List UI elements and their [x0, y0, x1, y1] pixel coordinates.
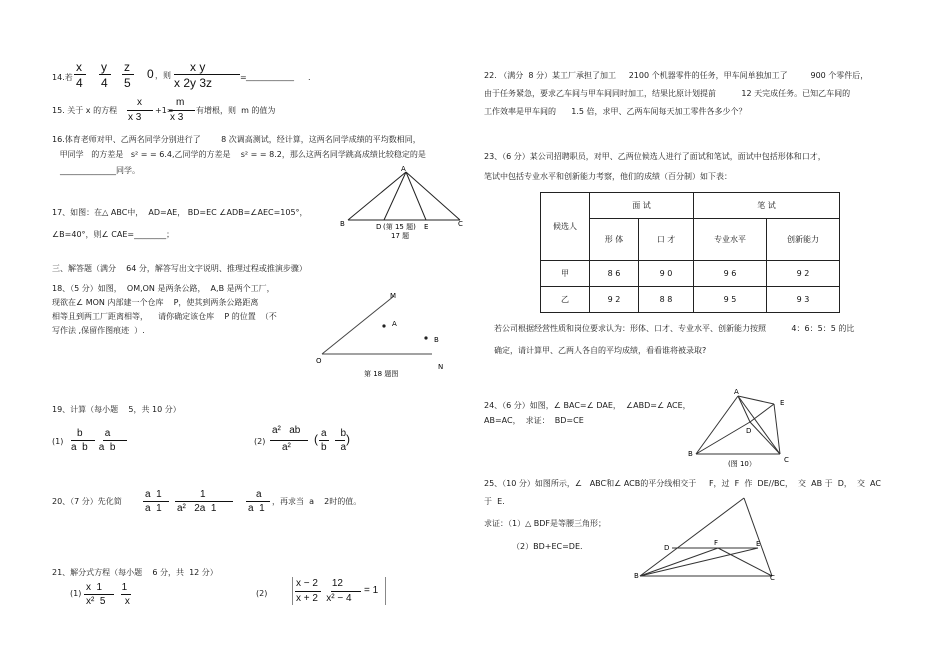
q25-figure — [632, 494, 784, 582]
q23-cell: 9 6 — [694, 261, 767, 287]
q18-label-o: O — [316, 357, 322, 365]
q21-part1-den: x² 5 x — [86, 596, 130, 607]
q23-header-appearance: 形 体 — [590, 219, 639, 261]
q24-label-b: B — [688, 450, 693, 458]
q18-angle-figure — [296, 286, 456, 390]
q17-label-d: D — [376, 223, 382, 231]
q15-prefix: 15. 关于 x 的方程 — [52, 106, 118, 115]
q21-part2-bar2 — [331, 591, 361, 592]
q24-line1: 24、（6 分）如图，∠ BAC=∠ DAE， ∠ABD=∠ ACE， — [484, 401, 691, 410]
q25-label-f: F — [714, 539, 719, 547]
q25-line1: 25、（10 分）如图所示，∠ ABC和∠ ACB的平分线相交于 F，过 F 作 DE//BC， 交 AB 于 D， 交 AC — [484, 479, 881, 488]
q18-line4: 写作法 ,保留作图痕迹 ）. — [52, 326, 145, 335]
q22-line2: 由于任务紧急，要求乙车间与甲车间同时加工，结果比原计划提前 12 天完成任务。已知乙车间的 — [484, 89, 851, 98]
q19-part2-rparen: ) — [346, 432, 350, 446]
q15-suffix: 有增根，则 m 的值为 — [196, 106, 276, 115]
q25-edge-ab — [640, 498, 744, 576]
q25-label-c: C — [770, 574, 775, 582]
q20-frac3-num: a — [256, 489, 262, 500]
q19-part2-bar2 — [319, 440, 329, 441]
q24-label-c: C — [784, 456, 789, 464]
q14-zero: 0 — [147, 67, 154, 81]
q19-part2-bar3 — [335, 440, 345, 441]
q25-edge-ac — [744, 498, 772, 576]
q19-part2-lparen: ( — [314, 432, 318, 446]
q14-frac1-den: 4 — [76, 76, 83, 90]
q17-caption1: (第 15 题) — [383, 223, 416, 231]
q20-frac2-den: a² 2a 1 — [177, 503, 217, 514]
table-row — [541, 261, 840, 287]
q18-caption: 第 18 题图 — [364, 370, 399, 378]
q23-cell: 8 8 — [639, 287, 694, 313]
q15-frac1-num: x — [137, 97, 142, 108]
q17-label-c: C — [458, 220, 463, 228]
q14-frac1-bar — [74, 74, 86, 75]
q23-line3: 若公司根据经营性质和岗位要求认为：形体、口才、专业水平、创新能力按照 4：6：5：5 的比 — [494, 324, 855, 333]
q23-cell: 9 2 — [767, 261, 840, 287]
q14-dot: . — [308, 73, 311, 82]
q18-line1: 18、（5 分）如图， OM,ON 是两条公路， A,B 是两个工厂， — [52, 284, 275, 293]
q18-line2: 现欲在∠ MON 内部建一个仓库 P，使其到两条公路距离 — [52, 298, 259, 307]
q23-line2: 笔试中包括专业水平和创新能力考察，他们的成绩（百分制）如下表： — [484, 172, 732, 181]
q17-label-e: E — [424, 223, 429, 231]
q17-edge-ab — [348, 172, 406, 220]
q23-score-table — [540, 192, 840, 313]
q19-part1-bar2 — [103, 440, 127, 441]
q19-part2-num1: a² ab — [272, 425, 301, 436]
q18-label-m: M — [390, 292, 397, 300]
q23-cell: 9 0 — [639, 261, 694, 287]
q25-line3: 求证：（1）△ BDF是等腰三角形； — [484, 519, 607, 528]
q20-frac1-bar — [143, 501, 169, 502]
q23-line1: 23、（6 分）某公司招聘职员，对甲、乙两位候选人进行了面试和笔试，面试中包括形体和口才， — [484, 152, 826, 161]
q17-line1: 17、如图：在△ ABC中， AD=AE， BD=EC ∠ADB=∠AEC=105°， — [52, 208, 308, 217]
q14-number: 14.若 — [52, 73, 73, 82]
q14-main-bar — [174, 74, 240, 75]
q21-part2-rhs: = 1 — [364, 585, 379, 596]
q18-label-n: N — [438, 363, 444, 371]
q20-frac3-den: a 1 — [248, 503, 265, 514]
q14-frac2-num: y — [101, 60, 107, 74]
q22-line3: 工作效率是甲车间的 1.5 倍，求甲、乙两车间每天加工零件各多少个？ — [484, 107, 747, 116]
q17-edge-ac — [406, 172, 460, 220]
q19-part2-den2: b a — [321, 442, 347, 453]
q17-edge-ad — [384, 172, 406, 220]
q19-part2-den1: a² — [282, 442, 291, 453]
q24-label-e: E — [780, 399, 785, 407]
q18-line3: 相等且到两工厂距离相等， 请你确定该仓库 P 的位置 （不 — [52, 312, 277, 321]
q17-triangle-figure — [336, 160, 472, 244]
q21-part1-bar1 — [84, 594, 114, 595]
q23-header-candidate: 候选人 — [541, 193, 590, 261]
q25-label-d: D — [664, 544, 670, 552]
q21-part2-den: x + 2 x² − 4 — [296, 593, 352, 604]
q23-line4: 确定，请计算甲、乙两人各自的平均成绩，看看谁将被录取? — [494, 346, 707, 355]
q15-frac2-bar — [169, 110, 195, 111]
q20-frac2-num: 1 — [200, 489, 206, 500]
q17-line2: ∠B=40°，则∠ CAE=________； — [52, 230, 175, 239]
q17-edge-ae — [406, 172, 426, 220]
q25-line2: 于 E. — [484, 497, 505, 506]
q20-prefix: 20、（7 分）先化简 — [52, 497, 122, 506]
q25-edge-be — [640, 548, 758, 576]
q20-frac3-bar — [246, 501, 270, 502]
q23-header-innovation: 创新能力 — [767, 219, 840, 261]
q14-then: ，则 — [155, 71, 171, 80]
q21-title: 21、解分式方程（每小题 6 分，共 12 分） — [52, 568, 218, 577]
q24-label-d: D — [746, 427, 752, 435]
q25-label-b: B — [634, 572, 639, 580]
q14-frac2-bar — [99, 74, 111, 75]
q20-frac2-bar — [175, 501, 233, 502]
q14-blank: ____________ — [246, 72, 294, 81]
q14-frac1-num: x — [76, 60, 82, 74]
q18-label-b: B — [434, 336, 439, 344]
q17-label-b: B — [340, 220, 345, 228]
q25-line4: （2）BD+EC=DE. — [512, 542, 583, 551]
table-row — [541, 287, 840, 313]
q18-label-a: A — [392, 320, 397, 328]
q24-edge-ab — [696, 396, 738, 454]
q16-line3: ______________同学。 — [60, 166, 140, 175]
q15-plus: +1= — [155, 106, 174, 115]
q23-header-interview: 面 试 — [590, 193, 694, 219]
q18-point-a — [382, 324, 385, 327]
q19-part1-label: (1) — [52, 437, 64, 446]
q23-cell: 甲 — [541, 261, 590, 287]
q19-title: 19、计算（每小题 5，共 10 分） — [52, 405, 181, 414]
q22-line1: 22. （满分 8 分）某工厂承担了加工 2100 个机器零件的任务，甲车间单独加工了 900 个零件后， — [484, 71, 869, 80]
q25-edge-bf — [640, 548, 718, 576]
q24-edge-de — [750, 404, 774, 422]
q23-header-speech: 口 才 — [639, 219, 694, 261]
q17-label-a: A — [401, 165, 406, 173]
q16-line1: 16.体育老师对甲、乙两名同学分别进行了 8 次调高测试，经计算，这两名同学成绩的平均数相同， — [52, 135, 421, 144]
q19-part2-bar1 — [270, 440, 308, 441]
q18-point-b — [424, 336, 427, 339]
q19-part2-num2: a b — [321, 428, 347, 439]
q14-equals: = — [240, 73, 247, 82]
q14-main-den: x 2y 3z — [174, 76, 213, 90]
q21-part1-bar2 — [121, 594, 131, 595]
q15-frac1-den: x 3 — [128, 112, 142, 123]
q20-frac1-num: a 1 — [145, 489, 162, 500]
q24-edge-bd — [696, 422, 750, 454]
q14-frac3-bar — [122, 74, 134, 75]
q21-part1-num: x 1 1 — [86, 582, 128, 593]
q24-caption: (图 10） — [728, 460, 756, 468]
q16-line2: 甲同学 的方差是 s² = = 6.4,乙同学的方差是 s² = = 8.2，那么这两名同学跳高成绩比较稳定的是 — [52, 150, 426, 159]
q23-header-expertise: 专业水平 — [694, 219, 767, 261]
q23-cell: 9 3 — [767, 287, 840, 313]
q20-suffix: ，再求当 a 2时的值。 — [272, 497, 362, 506]
q14-frac2-den: 4 — [101, 76, 108, 90]
q25-label-e: E — [756, 540, 761, 548]
q19-part1-bar1 — [71, 440, 95, 441]
q24-label-a: A — [734, 388, 739, 396]
q24-edge-dc — [750, 422, 780, 454]
q21-part1-label: (1) — [70, 589, 82, 598]
q19-part1-num: b a — [77, 428, 111, 439]
q17-caption2: 17 题 — [391, 232, 410, 240]
q14-frac3-num: z — [124, 60, 130, 74]
q15-frac1-bar — [127, 110, 153, 111]
q23-cell: 乙 — [541, 287, 590, 313]
q14-frac3-den: 5 — [124, 76, 131, 90]
q24-figure — [688, 384, 798, 472]
q23-cell: 9 2 — [590, 287, 639, 313]
q23-cell: 8 6 — [590, 261, 639, 287]
q19-part1-den: a b a b — [71, 442, 116, 453]
q14-main-num: x y — [190, 60, 206, 74]
q24-edge-ad — [738, 396, 750, 422]
q21-part2-label: (2) — [256, 589, 268, 598]
q23-cell: 9 5 — [694, 287, 767, 313]
section3-heading: 三、解答题（满分 64 分，解答写出文字说明、推理过程或推演步骤） — [52, 264, 307, 273]
q21-part2-bar1 — [295, 591, 321, 592]
q20-frac1-den: a 1 — [145, 503, 162, 514]
q15-frac2-den: x 3 — [170, 112, 184, 123]
q19-part2-label: (2) — [254, 437, 266, 446]
q24-line2: AB=AC， 求证： BD=CE — [484, 416, 584, 425]
q15-frac2-num: m — [176, 97, 185, 108]
q21-part2-num: x − 2 12 — [296, 578, 343, 589]
q23-header-written: 笔 试 — [694, 193, 840, 219]
